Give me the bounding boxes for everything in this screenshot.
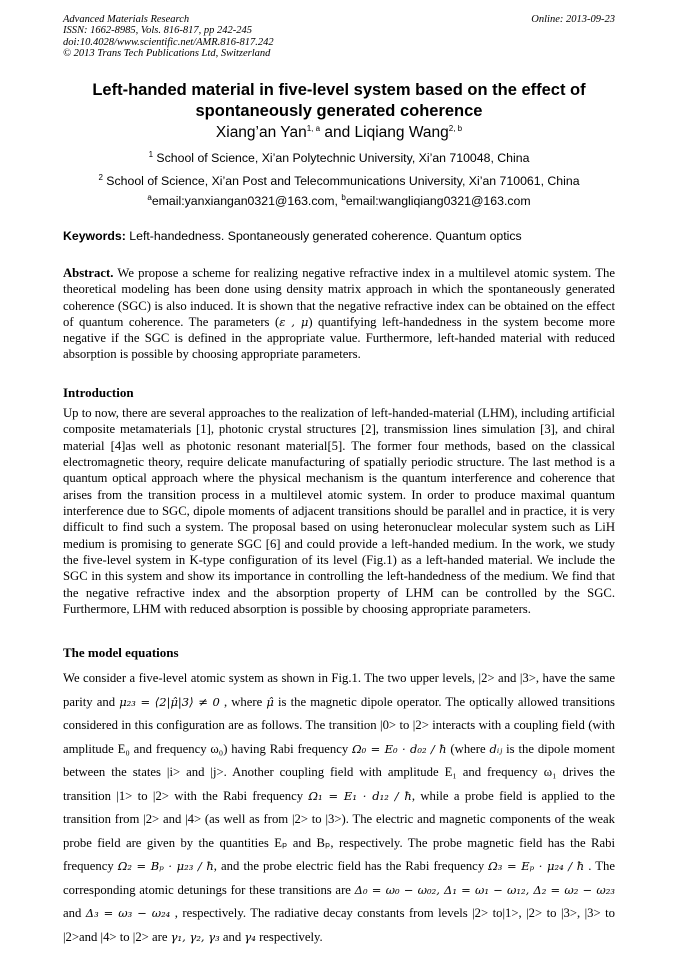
model-eq-mu23: μ₂₃ = ⟨2|μ̂|3⟩ ≠ 0 — [119, 694, 220, 709]
author-1-name: Xiang’an Yan — [215, 124, 307, 142]
model-s3: is the magnetic dipole operator. The optically allowed transitions considered in this configuration are as follows. The transition |0> to |2> interacts with a coupling field (with amplitude E₀ and frequency ω₀) having Rabi frequency — [63, 694, 615, 756]
affiliation-2 — [40, 173, 638, 188]
doi-line: doi:10.4028/www.scientific.net/AMR.816-817.242 — [63, 36, 274, 48]
model-eq-omega3: Ω₃ = Eₚ · μ₂₄ / ħ — [488, 859, 585, 873]
model-eq-gammas: γ₁, γ₂, γ₃ — [170, 929, 220, 944]
model-s9: and — [63, 906, 86, 920]
abstract — [63, 265, 615, 363]
author-2-sup: 2, b — [448, 124, 463, 133]
abstract-label: Abstract. — [63, 266, 114, 280]
model-s5: is the dipole moment between the states |i> and |j>. Another coupling field with amplitude E₁ and frequency ω₁ drives the transition |1> to |2> with the Rabi frequency — [63, 741, 615, 803]
model-eq-omega0: Ω₀ = E₀ · d₀₂ / ħ — [352, 741, 447, 756]
model-text — [63, 667, 615, 949]
model-eq-mu-hat: μ̂ — [266, 694, 274, 709]
model-s6: , while a probe field is applied to the transition from |2> and |4> (as well as from |2> to |3>). The electric and magnetic components of the weak probe field are given by the quantities Eₚ and Bₚ, respectively. The probe magnetic field has the Rabi frequency — [63, 788, 615, 873]
affiliation-1-text: School of Science, Xi’an Polytechnic University, Xi’an 710048, China — [153, 151, 530, 166]
journal-header — [63, 14, 615, 60]
author-1-sup: 1, a — [306, 124, 321, 133]
model-s10: , respectively. The radiative decay constants from levels |2> to|1>, |2> to |3>, |3> to |2>and |4> to |2> are — [63, 906, 615, 944]
affiliation-1-sup: 1 — [148, 150, 154, 159]
model-eq-detunings: Δ₀ = ω₀ − ω₀₂, Δ₁ = ω₁ − ω₁₂, Δ₂ = ω₂ − ω₂₃ — [354, 882, 615, 897]
model-eq-dij: dᵢⱼ — [489, 741, 503, 756]
author-2-name: Liqiang Wang — [354, 124, 449, 142]
email-b: email:wangliqiang0321@163.com — [345, 194, 531, 209]
model-heading: The model equations — [63, 645, 179, 660]
introduction-text: Up to now, there are several approaches to the realization of left-handed-material (LHM), including artificial composite metamaterials [1], photonic crystal structures [2], transmission lines simulation [3], and chiral material [4]as well as photonic resonant material[5]. The former four methods, based on the classical electromagnetic theory, require delicate manufacturing of spatially periodic structure. The last method is a quantum optical approach where the physical mechanism is the quantum interference and coherence that arises from the transition process in a multilevel atomic system. In order to produce maximal quantum interference due to SGC, dipole moments of adjacent transitions should be parallel and in practice, it is very difficult to find such a system. The proposal based on using heteronuclear molecular system such as LiH medium is promising to generate SGC [6] and could provide a left-handed medium. In the work, we study the five-level system in K-type configuration of its level (Fig.1) as a left-handed material. We include the SGC in this system and show its importance in controlling the left-handedness of the medium. We find that the negative refractive index and the absorption property of LHM can be controlled by the SGC. Furthermore, LHM with reduced absorption is possible by choosing appropriate parameters. — [63, 406, 615, 617]
model-s4: (where — [446, 741, 490, 756]
copyright-line: © 2013 Trans Tech Publications Ltd, Switzerland — [63, 48, 271, 60]
email-line — [40, 193, 638, 208]
abstract-text-2: ) quantifying left-handedness in the system become more negative if the SGC is defined in the appropriate value. Furthermore, left-handed material with reduced absorption is possible by choosing appropriate parameters. — [63, 314, 615, 362]
model-eq-omega2: Ω₂ = Bₚ · μ₂₃ / ħ — [117, 859, 214, 873]
paper-title: Left-handed material in five-level system based on the effect of spontaneously generated coherence — [92, 81, 586, 120]
affiliation-1 — [40, 150, 638, 165]
keywords-label: Keywords: — [63, 229, 126, 243]
abstract-params: ε , μ — [279, 314, 309, 329]
model-s2: , where — [219, 694, 267, 709]
introduction-heading: Introduction — [63, 385, 134, 400]
model-eq-delta3: Δ₃ = ω₃ − ω₂₄ — [85, 906, 171, 920]
issn-line: ISSN: 1662-8985, Vols. 816-817, pp 242-245 — [63, 25, 252, 37]
affiliation-2-sup: 2 — [98, 173, 103, 182]
online-date: Online: 2013-09-23 — [531, 14, 615, 25]
model-eq-omega1: Ω₁ = E₁ · d₁₂ / ħ — [308, 788, 412, 803]
keywords-text: Left-handedness. Spontaneously generated coherence. Quantum optics — [125, 229, 522, 243]
model-s11: and — [219, 929, 245, 944]
model-eq-gamma4: γ₄ — [244, 929, 256, 944]
keywords — [63, 229, 623, 243]
author-line — [60, 124, 618, 142]
model-s8: . The corresponding atomic detunings for these transitions are — [63, 859, 615, 897]
model-s12: respectively. — [255, 929, 323, 944]
model-s7: , and the probe electric field has the Rabi frequency — [213, 859, 489, 873]
email-b-sup: b — [341, 193, 346, 202]
author-and: and — [320, 124, 355, 142]
email-a-sup: a — [147, 193, 152, 202]
abstract-text-1: We propose a scheme for realizing negative refractive index in a multilevel atomic system. The theoretical modeling has been done using density matrix approach in which the spontaneously generated coherence (SGC) is also induced. It is shown that the negative refractive index can be obtained on the effect of quantum coherence. The parameters ( — [63, 266, 615, 329]
email-a: email:yanxiangan0321@163.com, — [151, 194, 342, 209]
model-s1: We consider a five-level atomic system as shown in Fig.1. The two upper levels, |2> and |3>, have the same parity and — [63, 671, 615, 709]
affiliation-2-text: School of Science, Xi’an Post and Telecommunications University, Xi’an 710061, China — [102, 174, 580, 189]
journal-name: Advanced Materials Research — [63, 14, 190, 25]
